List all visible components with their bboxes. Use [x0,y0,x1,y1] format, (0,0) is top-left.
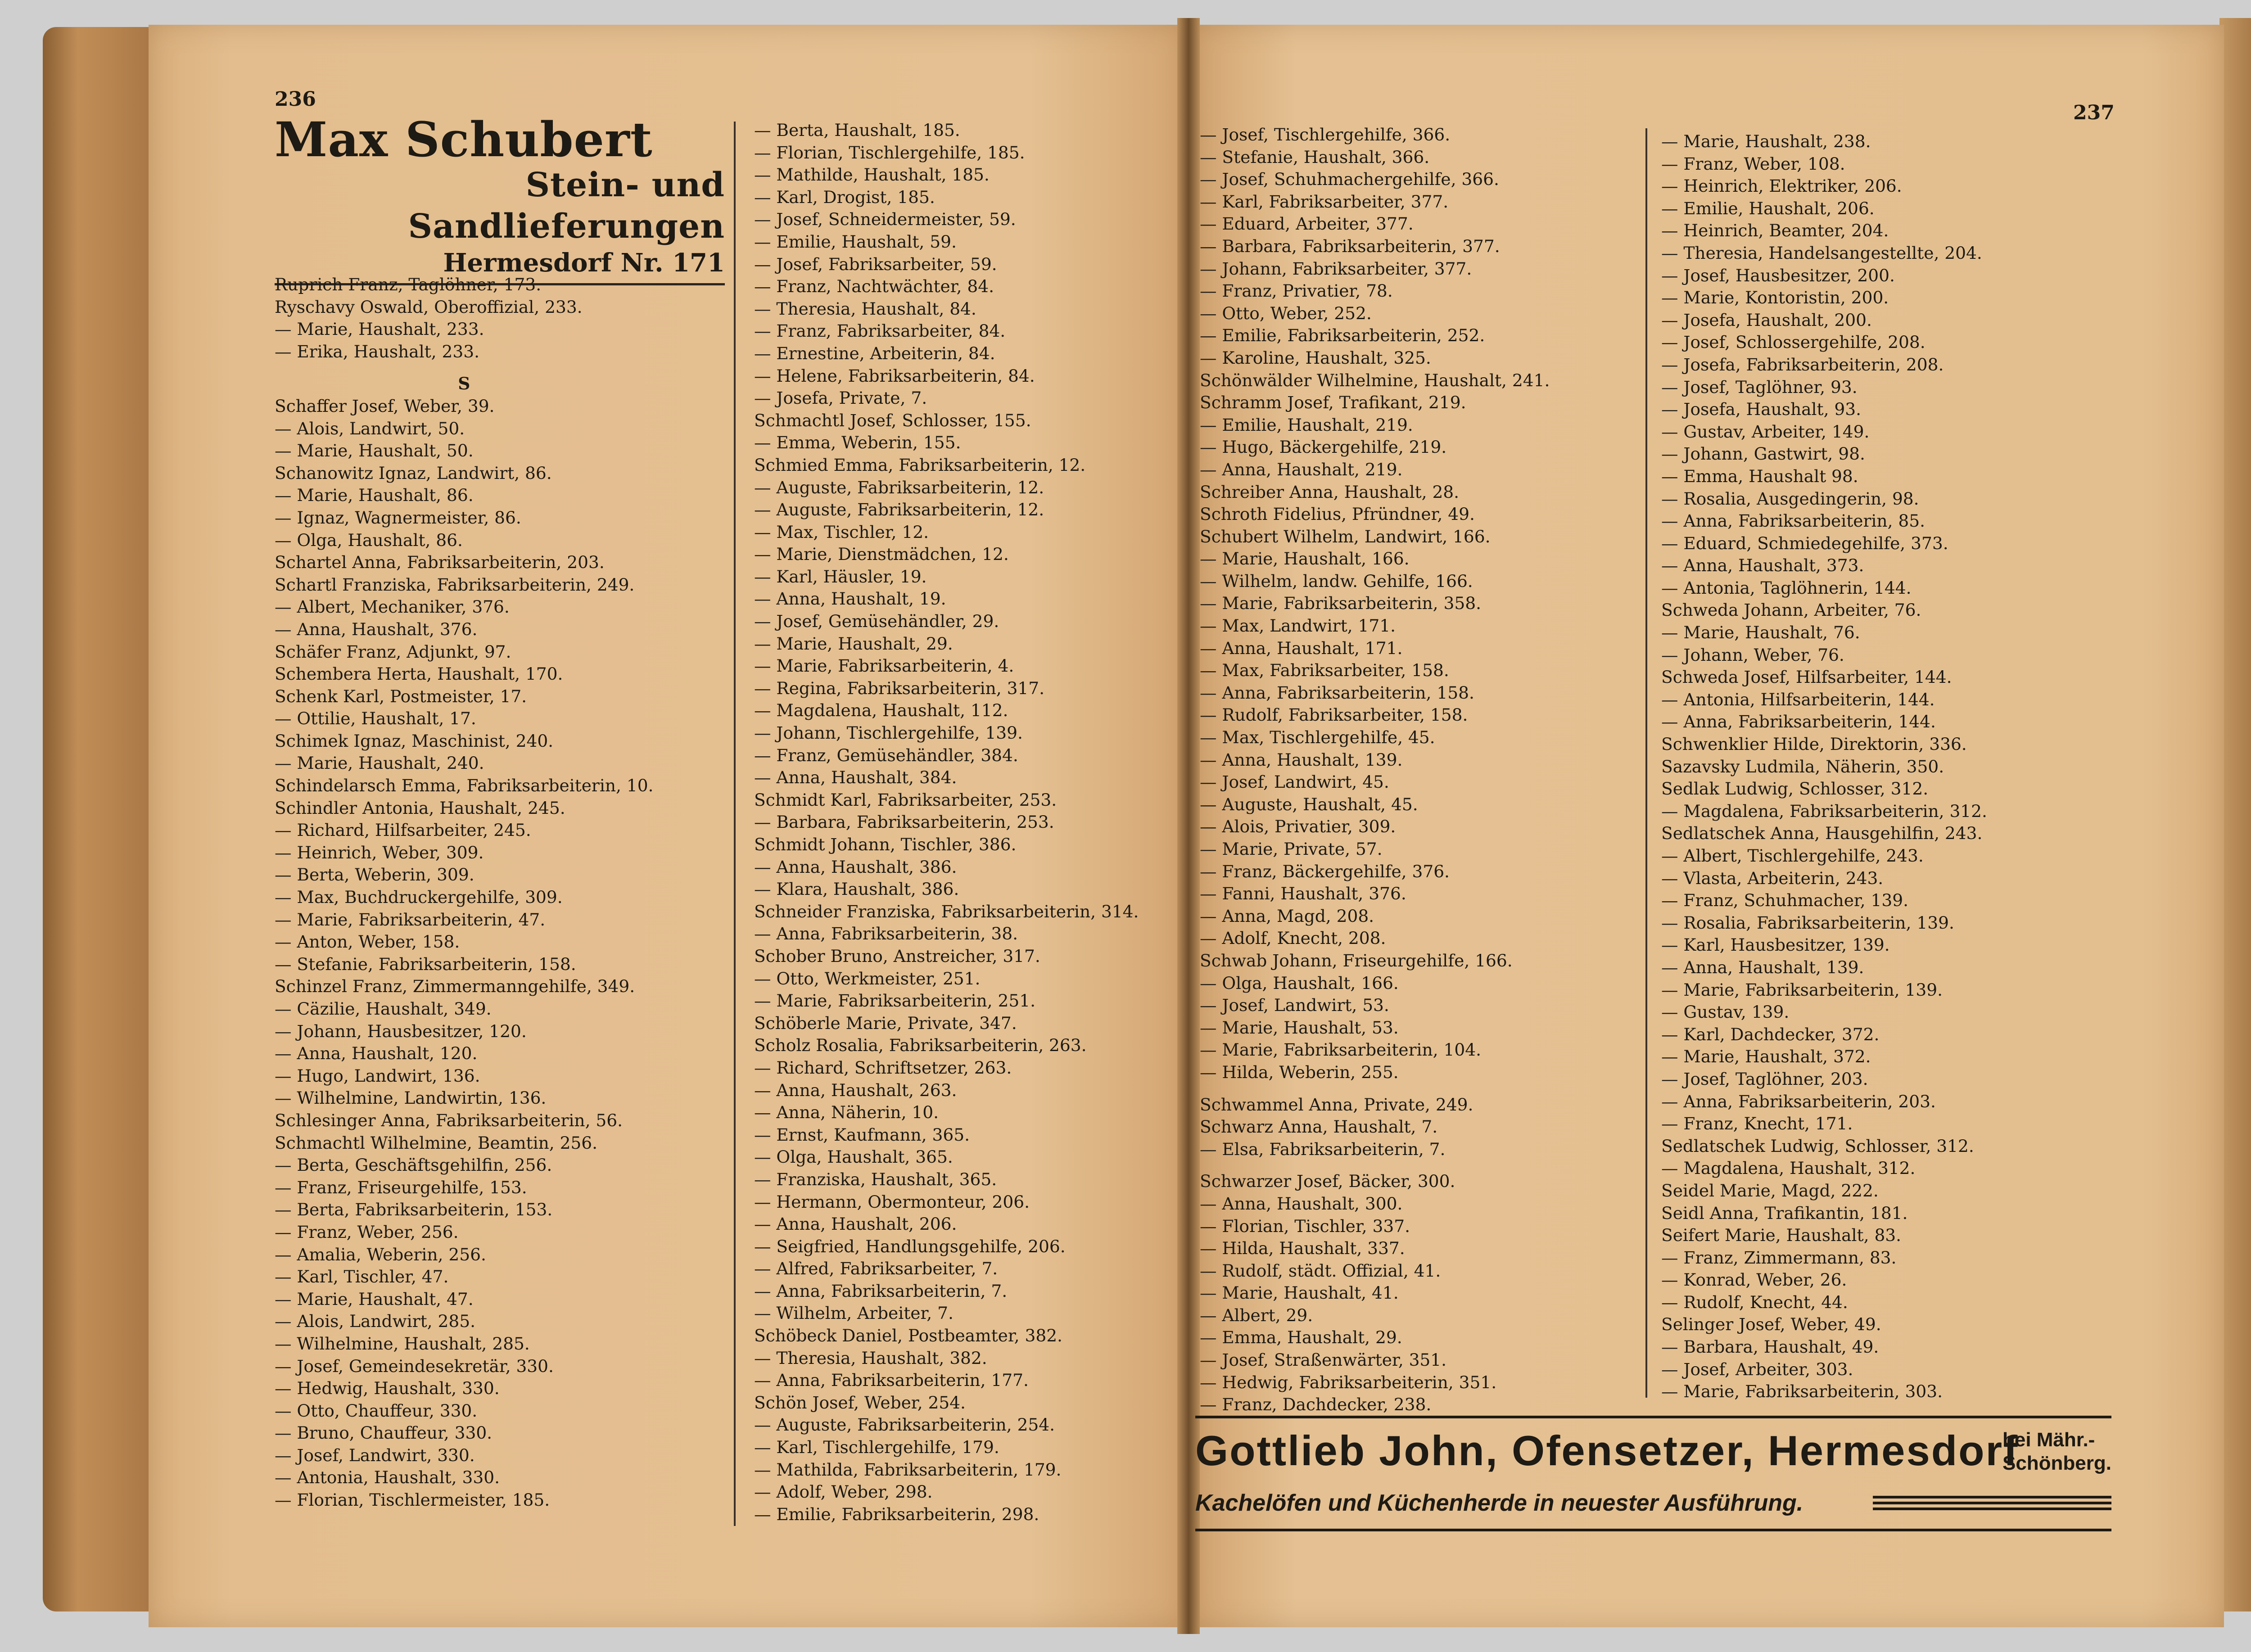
directory-entry: — Florian, Tischlermeister, 185. [275,1490,550,1510]
directory-entry: — Seigfried, Handlungsgehilfe, 206. [754,1236,1066,1256]
directory-entry: Schober Bruno, Anstreicher, 317. [754,946,1040,966]
directory-entry: — Max, Tischler, 12. [754,522,929,542]
directory-entry: — Karl, Hausbesitzer, 139. [1661,935,1890,955]
directory-entry: Schönwälder Wilhelmine, Haushalt, 241. [1200,370,1550,390]
directory-entry: — Magdalena, Haushalt, 312. [1661,1158,1916,1178]
directory-entry: — Anna, Näherin, 10. [754,1102,939,1123]
directory-entry: — Marie, Haushalt, 233. [275,319,484,339]
directory-entry: Schwenklier Hilde, Direktorin, 336. [1661,734,1967,754]
directory-entry: — Emilie, Haushalt, 219. [1200,415,1413,435]
directory-column-4 [1661,131,1987,1403]
directory-entry: — Ottilie, Haushalt, 17. [275,709,476,729]
directory-entry: Schindler Antonia, Haushalt, 245. [275,798,565,818]
directory-entry: — Josef, Gemüsehändler, 29. [754,611,999,632]
directory-entry: Schaffer Josef, Weber, 39. [275,396,495,416]
directory-entry: Schwammel Anna, Private, 249. [1200,1094,1474,1115]
directory-entry: — Adolf, Weber, 298. [754,1482,933,1502]
directory-entry: — Josef, Gemeindesekretär, 330. [275,1356,554,1376]
directory-entry: — Wilhelm, Arbeiter, 7. [754,1303,954,1323]
directory-entry: — Marie, Fabriksarbeiterin, 358. [1200,593,1481,614]
directory-entry: — Max, Buchdruckergehilfe, 309. [275,887,563,907]
directory-entry: Schenk Karl, Postmeister, 17. [275,686,527,706]
directory-entry: — Josef, Fabriksarbeiter, 59. [754,254,997,274]
directory-entry: — Karl, Tischler, 47. [275,1267,449,1287]
directory-column-2 [754,119,1139,1526]
column-spacer [1200,1160,1550,1170]
directory-entry: — Karl, Fabriksarbeiter, 377. [1200,191,1449,212]
directory-entry: — Hedwig, Fabriksarbeiterin, 351. [1200,1372,1497,1392]
directory-entry: — Berta, Weberin, 309. [275,865,475,885]
directory-column-3 [1200,124,1550,1416]
directory-entry: Schwarz Anna, Haushalt, 7. [1200,1117,1438,1137]
page-number-left: 236 [275,88,316,111]
directory-entry: — Otto, Weber, 252. [1200,303,1372,323]
directory-entry: Schmidt Karl, Fabriksarbeiter, 253. [754,790,1057,810]
directory-entry: — Alois, Privatier, 309. [1200,817,1396,837]
directory-entry: — Emma, Weberin, 155. [754,433,961,453]
directory-entry: — Theresia, Haushalt, 84. [754,298,976,319]
ad-john-location [2002,1428,2111,1475]
directory-entry: — Theresia, Handelsangestellte, 204. [1661,243,1982,263]
directory-entry: — Marie, Haushalt, 47. [275,1289,474,1309]
directory-entry: — Mathilde, Haushalt, 185. [754,165,990,185]
directory-entry: — Vlasta, Arbeiterin, 243. [1661,868,1884,888]
directory-entry: Schweda Johann, Arbeiter, 76. [1661,600,1921,620]
directory-entry: — Eduard, Arbeiter, 377. [1200,214,1414,234]
directory-entry: — Barbara, Fabriksarbeiterin, 253. [754,812,1054,832]
directory-entry: — Emilie, Fabriksarbeiterin, 298. [754,1504,1040,1524]
advertisement-schubert [275,111,725,285]
directory-entry: — Josef, Landwirt, 330. [275,1445,475,1465]
directory-entry: — Marie, Haushalt, 240. [275,753,484,773]
section-letter: S [458,374,470,394]
directory-entry: — Anna, Magd, 208. [1200,906,1374,926]
directory-column-1 [275,274,653,1512]
directory-entry: Schlesinger Anna, Fabriksarbeiterin, 56. [275,1110,623,1130]
directory-entry: — Josef, Landwirt, 45. [1200,772,1389,792]
directory-entry: — Rosalia, Ausgedingerin, 98. [1661,488,1919,509]
directory-entry: — Wilhelmine, Landwirtin, 136. [275,1088,547,1108]
directory-entry: — Florian, Tischler, 337. [1200,1216,1410,1236]
directory-entry: — Alfred, Fabriksarbeiter, 7. [754,1259,998,1279]
directory-entry: — Johann, Tischlergehilfe, 139. [754,723,1023,743]
directory-entry: — Josefa, Private, 7. [754,388,927,408]
directory-entry: — Antonia, Haushalt, 330. [275,1467,500,1488]
directory-entry: Sedlak Ludwig, Schlosser, 312. [1661,779,1929,799]
directory-entry: — Marie, Fabriksarbeiterin, 303. [1661,1381,1943,1402]
directory-entry: — Barbara, Fabriksarbeiterin, 377. [1200,236,1500,256]
directory-entry: — Johann, Weber, 76. [1661,645,1844,665]
directory-entry: Schmachtl Josef, Schlosser, 155. [754,410,1031,430]
directory-entry: — Amalia, Weberin, 256. [275,1244,486,1264]
directory-entry: — Franziska, Haushalt, 365. [754,1169,997,1189]
directory-entry: — Franz, Weber, 108. [1661,153,1845,174]
directory-entry: — Josefa, Haushalt, 93. [1661,399,1862,420]
directory-entry: — Marie, Fabriksarbeiterin, 139. [1661,979,1943,1000]
ad-john-location-line2: Schönberg. [2002,1452,2111,1474]
advertiser-business: Stein- und Sandlieferungen [408,166,725,246]
directory-entry: — Marie, Kontoristin, 200. [1661,288,1889,308]
directory-entry: — Albert, Mechaniker, 376. [275,597,510,617]
directory-entry: — Otto, Werkmeister, 251. [754,968,981,988]
column-divider-left [734,122,736,1526]
directory-entry: — Emma, Haushalt 98. [1661,466,1858,486]
directory-entry: — Franz, Nachtwächter, 84. [754,276,994,297]
directory-entry: Schartel Anna, Fabriksarbeiterin, 203. [275,552,605,573]
directory-entry: — Fanni, Haushalt, 376. [1200,884,1406,904]
directory-entry: — Rudolf, städt. Offizial, 41. [1200,1260,1441,1281]
directory-entry: — Anna, Fabriksarbeiterin, 7. [754,1281,1008,1301]
directory-entry: — Auguste, Fabriksarbeiterin, 12. [754,500,1044,520]
directory-entry: — Hedwig, Haushalt, 330. [275,1378,500,1399]
directory-entry: — Wilhelm, landw. Gehilfe, 166. [1200,571,1473,591]
directory-entry: Schmidt Johann, Tischler, 386. [754,835,1017,854]
directory-entry: — Auguste, Fabriksarbeiterin, 254. [754,1415,1055,1435]
directory-entry: Sedlatschek Ludwig, Schlosser, 312. [1661,1136,1974,1156]
directory-entry: — Adolf, Knecht, 208. [1200,928,1386,948]
directory-entry: — Emma, Haushalt, 29. [1200,1327,1402,1348]
directory-entry: Scholz Rosalia, Fabriksarbeiterin, 263. [754,1035,1087,1056]
column-spacer [275,363,653,373]
directory-entry: — Marie, Haushalt, 50. [275,441,474,461]
directory-entry: — Marie, Haushalt, 53. [1200,1017,1399,1038]
directory-entry: Schanowitz Ignaz, Landwirt, 86. [275,463,552,483]
directory-entry: — Franz, Dachdecker, 238. [1200,1395,1432,1415]
directory-entry: — Franz, Weber, 256. [275,1222,459,1242]
column-spacer [1200,1084,1550,1094]
directory-entry: — Anna, Fabriksarbeiterin, 158. [1200,682,1474,703]
directory-entry: — Karl, Tischlergehilfe, 179. [754,1437,999,1458]
advertiser-address: Hermesdorf Nr. 171 [443,248,725,278]
directory-entry: — Antonia, Hilfsarbeiterin, 144. [1661,689,1935,709]
directory-entry: — Richard, Schriftsetzer, 263. [754,1057,1012,1078]
directory-entry: — Johann, Gastwirt, 98. [1661,444,1865,464]
directory-entry: — Anton, Weber, 158. [275,932,460,952]
directory-entry: — Mathilda, Fabriksarbeiterin, 179. [754,1459,1062,1480]
directory-entry: — Anna, Haushalt, 219. [1200,459,1403,479]
directory-entry: — Ernestine, Arbeiterin, 84. [754,343,995,363]
directory-entry: Schreiber Anna, Haushalt, 28. [1200,482,1460,502]
directory-entry: — Rudolf, Knecht, 44. [1661,1292,1848,1312]
directory-entry: — Josef, Landwirt, 53. [1200,995,1389,1016]
directory-entry: Schinzel Franz, Zimmermanngehilfe, 349. [275,976,635,997]
directory-entry: — Berta, Fabriksarbeiterin, 153. [275,1200,553,1220]
directory-entry: Schwarzer Josef, Bäcker, 300. [1200,1171,1455,1192]
directory-entry: — Theresia, Haushalt, 382. [754,1348,987,1368]
directory-entry: Selinger Josef, Weber, 49. [1661,1314,1881,1335]
directory-entry: — Regina, Fabriksarbeiterin, 317. [754,678,1045,698]
directory-entry: — Hilda, Weberin, 255. [1200,1062,1399,1082]
directory-entry: — Karl, Dachdecker, 372. [1661,1024,1880,1044]
directory-entry: — Josef, Hausbesitzer, 200. [1661,265,1895,285]
directory-entry: — Hugo, Bäckergehilfe, 219. [1200,437,1447,457]
directory-entry: — Karl, Häusler, 19. [754,566,927,587]
advertiser-name: Max Schubert [275,111,653,167]
book-edge-left [43,27,160,1611]
directory-entry: — Marie, Private, 57. [1200,839,1383,859]
directory-entry: — Marie, Fabriksarbeiterin, 251. [754,991,1035,1011]
directory-entry: — Anna, Fabriksarbeiterin, 38. [754,924,1018,944]
directory-entry: Ryschavy Oswald, Oberoffizial, 233. [275,297,583,317]
directory-entry: — Marie, Haushalt, 86. [275,485,474,506]
directory-entry: — Josef, Taglöhner, 93. [1661,377,1858,397]
directory-entry: Schwab Johann, Friseurgehilfe, 166. [1200,950,1513,970]
directory-entry: Schartl Franziska, Fabriksarbeiterin, 249. [275,574,635,595]
directory-entry: Schembera Herta, Haushalt, 170. [275,664,563,684]
directory-entry: — Albert, 29. [1200,1305,1313,1325]
directory-entry: — Berta, Geschäftsgehilfin, 256. [275,1155,552,1175]
directory-entry: — Cäzilie, Haushalt, 349. [275,999,492,1019]
directory-entry: — Anna, Fabriksarbeiterin, 85. [1661,511,1926,531]
directory-entry: — Franz, Privatier, 78. [1200,281,1393,301]
directory-entry: — Otto, Chauffeur, 330. [275,1400,478,1421]
ad-john-decorative-lines [1873,1496,2111,1511]
directory-entry: — Bruno, Chauffeur, 330. [275,1423,493,1443]
directory-entry: — Franz, Friseurgehilfe, 153. [275,1177,527,1197]
directory-entry: — Marie, Fabriksarbeiterin, 47. [275,909,546,930]
directory-entry: Schmied Emma, Fabriksarbeiterin, 12. [754,455,1086,475]
directory-entry: — Josef, Schlossergehilfe, 208. [1661,332,1926,352]
directory-entry: — Josef, Straßenwärter, 351. [1200,1350,1447,1370]
directory-entry: Schneider Franziska, Fabriksarbeiterin, 314. [754,901,1139,921]
directory-entry: — Marie, Haushalt, 76. [1661,623,1860,643]
directory-entry: — Helene, Fabriksarbeiterin, 84. [754,366,1035,386]
directory-entry: — Antonia, Taglöhnerin, 144. [1661,578,1912,598]
directory-entry: — Rosalia, Fabriksarbeiterin, 139. [1661,912,1954,933]
directory-entry: — Josef, Schneidermeister, 59. [754,209,1016,230]
directory-entry: — Karl, Drogist, 185. [754,187,935,207]
directory-entry: — Barbara, Haushalt, 49. [1661,1337,1879,1357]
directory-entry: — Anna, Haushalt, 376. [275,619,478,639]
directory-entry: Sedlatschek Anna, Hausgehilfin, 243. [1661,823,1983,844]
directory-entry: — Berta, Haushalt, 185. [754,120,960,140]
directory-entry: — Anna, Fabriksarbeiterin, 144. [1661,712,1936,732]
directory-entry: — Hugo, Landwirt, 136. [275,1065,480,1086]
directory-entry: — Franz, Zimmermann, 83. [1661,1247,1897,1268]
directory-entry: Ruprich Franz, Taglöhner, 173. [275,275,542,294]
directory-entry: — Eduard, Schmiedegehilfe, 373. [1661,533,1948,553]
directory-entry: — Johann, Hausbesitzer, 120. [275,1021,527,1041]
directory-entry: — Konrad, Weber, 26. [1661,1270,1847,1290]
directory-entry: — Marie, Haushalt, 41. [1200,1283,1399,1303]
directory-entry: — Wilhelmine, Haushalt, 285. [275,1333,530,1354]
directory-entry: — Johann, Fabriksarbeiter, 377. [1200,258,1472,279]
directory-entry: — Magdalena, Haushalt, 112. [754,700,1008,721]
directory-entry: — Ernst, Kaufmann, 365. [754,1124,970,1145]
directory-entry: — Heinrich, Elektriker, 206. [1661,176,1902,196]
directory-entry: — Max, Landwirt, 171. [1200,616,1396,636]
directory-entry: Schöberle Marie, Private, 347. [754,1013,1017,1033]
directory-entry: — Anna, Haushalt, 384. [754,767,957,788]
directory-entry: — Emilie, Haushalt, 206. [1661,198,1875,218]
book-edge-right [2219,18,2251,1611]
directory-entry: — Anna, Haushalt, 263. [754,1080,957,1100]
directory-entry: Sazavsky Ludmila, Näherin, 350. [1661,756,1944,776]
directory-entry: — Marie, Dienstmädchen, 12. [754,544,1009,564]
directory-entry: — Stefanie, Haushalt, 366. [1200,147,1430,167]
directory-entry: Schmachtl Wilhelmine, Beamtin, 256. [275,1133,598,1153]
directory-entry: — Karoline, Haushalt, 325. [1200,348,1431,368]
directory-entry: — Marie, Fabriksarbeiterin, 4. [754,656,1014,676]
directory-entry: — Hilda, Haushalt, 337. [1200,1238,1405,1259]
directory-entry: — Marie, Haushalt, 29. [754,633,953,654]
directory-entry: — Max, Fabriksarbeiter, 158. [1200,660,1449,681]
directory-entry: — Heinrich, Beamter, 204. [1661,221,1889,241]
directory-entry: — Anna, Haushalt, 386. [754,857,957,877]
directory-entry: — Josef, Taglöhner, 203. [1661,1069,1868,1089]
directory-entry: — Franz, Gemüsehändler, 384. [754,745,1018,765]
directory-entry: — Anna, Haushalt, 139. [1200,749,1403,770]
directory-entry: — Emilie, Fabriksarbeiterin, 252. [1200,325,1485,346]
directory-entry: — Richard, Hilfsarbeiter, 245. [275,820,531,840]
directory-entry: — Klara, Haushalt, 386. [754,879,959,899]
directory-entry: — Stefanie, Fabriksarbeiterin, 158. [275,954,576,974]
directory-entry: — Auguste, Fabriksarbeiterin, 12. [754,477,1044,497]
directory-entry: — Anna, Haushalt, 120. [275,1043,478,1064]
page-number-right: 237 [2073,101,2115,124]
directory-entry: — Josefa, Haushalt, 200. [1661,310,1872,330]
directory-entry: — Olga, Haushalt, 86. [275,530,463,550]
directory-entry: — Anna, Fabriksarbeiterin, 203. [1661,1091,1936,1111]
directory-entry: — Elsa, Fabriksarbeiterin, 7. [1200,1139,1446,1159]
advertisement-john [1195,1416,2111,1531]
directory-entry: — Florian, Tischlergehilfe, 185. [754,142,1025,162]
directory-entry: Seidl Anna, Trafikantin, 181. [1661,1203,1908,1223]
directory-entry: — Anna, Haushalt, 139. [1661,957,1864,977]
directory-entry: — Marie, Haushalt, 238. [1661,131,1871,151]
directory-entry: — Magdalena, Fabriksarbeiterin, 312. [1661,801,1987,821]
directory-entry: — Franz, Schuhmacher, 139. [1661,890,1909,911]
directory-entry: Schön Josef, Weber, 254. [754,1392,966,1413]
directory-entry: Schimek Ignaz, Maschinist, 240. [275,731,554,751]
directory-entry: Schäfer Franz, Adjunkt, 97. [275,641,511,662]
directory-entry: Schweda Josef, Hilfsarbeiter, 144. [1661,667,1952,687]
directory-entry: — Heinrich, Weber, 309. [275,842,484,862]
directory-entry: Seifert Marie, Haushalt, 83. [1661,1225,1902,1246]
directory-entry: — Olga, Haushalt, 365. [754,1147,953,1167]
directory-entry: Schubert Wilhelm, Landwirt, 166. [1200,526,1491,546]
directory-entry: — Max, Tischlergehilfe, 45. [1200,727,1435,748]
directory-entry: — Marie, Haushalt, 372. [1661,1047,1871,1067]
directory-entry: — Josef, Tischlergehilfe, 366. [1200,125,1451,144]
directory-entry: — Anna, Haushalt, 373. [1661,555,1864,576]
directory-entry: Schramm Josef, Trafikant, 219. [1200,393,1466,413]
ad-john-location-line1: bei Mähr.- [2002,1429,2095,1451]
directory-entry: — Hermann, Obermonteur, 206. [754,1192,1030,1212]
directory-entry: — Anna, Haushalt, 171. [1200,638,1403,658]
directory-entry: — Erika, Haushalt, 233. [275,341,479,361]
ad-john-main: Gottlieb John, Ofensetzer, Hermesdorf [1195,1427,2019,1474]
directory-entry: — Anna, Haushalt, 206. [754,1214,957,1234]
directory-entry: — Gustav, 139. [1661,1002,1790,1022]
directory-entry: — Olga, Haushalt, 166. [1200,973,1399,993]
directory-entry: — Josef, Schuhmachergehilfe, 366. [1200,169,1499,190]
directory-entry: — Auguste, Haushalt, 45. [1200,794,1418,814]
column-divider-right [1645,128,1647,1398]
directory-entry: — Josef, Arbeiter, 303. [1661,1359,1853,1379]
directory-entry: — Rudolf, Fabriksarbeiter, 158. [1200,705,1468,725]
directory-entry: — Alois, Landwirt, 285. [275,1311,475,1332]
directory-entry: — Ignaz, Wagnermeister, 86. [275,507,521,528]
directory-entry: — Franz, Fabriksarbeiter, 84. [754,321,1006,341]
directory-entry: — Albert, Tischlergehilfe, 243. [1661,846,1924,866]
directory-entry: — Franz, Knecht, 171. [1661,1114,1853,1134]
directory-entry: Schindelarsch Emma, Fabriksarbeiterin, 10. [275,776,654,796]
directory-entry: Seidel Marie, Magd, 222. [1661,1180,1879,1201]
directory-entry: — Josefa, Fabriksarbeiterin, 208. [1661,354,1944,375]
directory-entry: Schöbeck Daniel, Postbeamter, 382. [754,1326,1062,1346]
directory-entry: — Anna, Fabriksarbeiterin, 177. [754,1370,1029,1390]
directory-entry: — Marie, Haushalt, 166. [1200,549,1410,569]
book-gutter [1177,18,1200,1634]
ad-john-tagline: Kachelöfen und Küchenherde in neuester Ausführung. [1195,1490,1804,1516]
directory-entry: — Emilie, Haushalt, 59. [754,231,957,252]
directory-entry: — Franz, Bäckergehilfe, 376. [1200,861,1450,881]
directory-entry: — Marie, Fabriksarbeiterin, 104. [1200,1040,1481,1060]
directory-entry: — Anna, Haushalt, 300. [1200,1193,1403,1214]
directory-entry: — Alois, Landwirt, 50. [275,418,465,438]
directory-entry: — Anna, Haushalt, 19. [754,589,946,609]
directory-entry: Schroth Fidelius, Pfründner, 49. [1200,504,1475,524]
directory-entry: — Gustav, Arbeiter, 149. [1661,421,1870,442]
